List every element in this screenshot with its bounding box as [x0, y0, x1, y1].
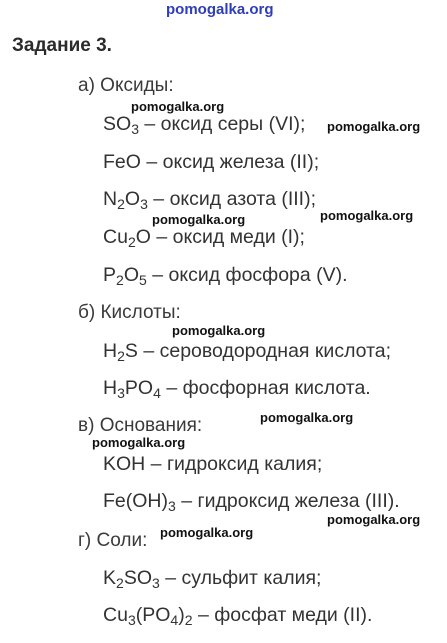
chemical-formula: $N_2O_3$	[103, 188, 148, 212]
formula-line	[103, 567, 321, 590]
chemical-formula: KOH	[103, 453, 146, 475]
compound-name: – оксид серы (VI);	[139, 113, 306, 135]
formula-line	[103, 264, 348, 287]
section-acids-label: б) Кислоты:	[78, 302, 181, 323]
formula-line	[103, 340, 391, 363]
header-watermark: pomogalka.org	[166, 1, 274, 18]
chemical-formula: $Fe(OH)_3$	[103, 490, 176, 514]
section-oxides-label: а) Оксиды:	[78, 75, 174, 96]
compound-name: – гидроксид калия;	[145, 453, 323, 475]
chemical-formula: $SO_3$	[103, 113, 139, 137]
formula-line	[103, 604, 372, 627]
chemical-formula: $H_2S$	[103, 340, 138, 364]
chemical-formula: $Cu_3(PO_4)_2$	[103, 604, 193, 628]
compound-name: – оксид железа (II);	[140, 151, 320, 173]
formula-line	[103, 113, 305, 136]
chemical-formula: $Cu_2O$	[103, 226, 151, 250]
watermark: pomogalka.org	[172, 323, 266, 338]
compound-name: – гидроксид железа (III).	[175, 490, 400, 512]
chemical-formula: $H_3PO_4$	[103, 377, 161, 401]
task-title: Задание 3.	[12, 35, 112, 56]
compound-name: – фосфат меди (II).	[192, 604, 373, 626]
compound-name: – сероводородная кислота;	[137, 340, 392, 362]
watermark: pomogalka.org	[92, 435, 186, 450]
watermark: pomogalka.org	[327, 119, 421, 134]
formula-line	[103, 226, 305, 249]
formula-line	[103, 490, 400, 513]
watermark: pomogalka.org	[152, 212, 246, 227]
section-salts-label: г) Соли:	[78, 530, 148, 551]
watermark: pomogalka.org	[160, 525, 254, 540]
chemical-formula: $K_2SO_3$	[103, 567, 160, 591]
compound-name: – сульфит калия;	[159, 567, 322, 589]
chemical-formula: $P_2O_5$	[103, 264, 147, 288]
formula-line	[103, 377, 371, 400]
watermark: pomogalka.org	[327, 512, 421, 527]
compound-name: – фосфорная кислота.	[160, 377, 371, 399]
watermark: pomogalka.org	[131, 99, 225, 114]
formula-line	[103, 188, 316, 211]
compound-name: – оксид фосфора (V).	[146, 264, 348, 286]
formula-line	[103, 453, 322, 476]
section-bases-label: в) Основания:	[78, 415, 203, 436]
watermark: pomogalka.org	[260, 410, 354, 425]
chemical-formula: FeO	[103, 151, 141, 173]
formula-line	[103, 151, 319, 174]
compound-name: – оксид меди (I);	[150, 226, 305, 248]
compound-name: – оксид азота (III);	[147, 188, 317, 210]
watermark: pomogalka.org	[320, 208, 414, 223]
